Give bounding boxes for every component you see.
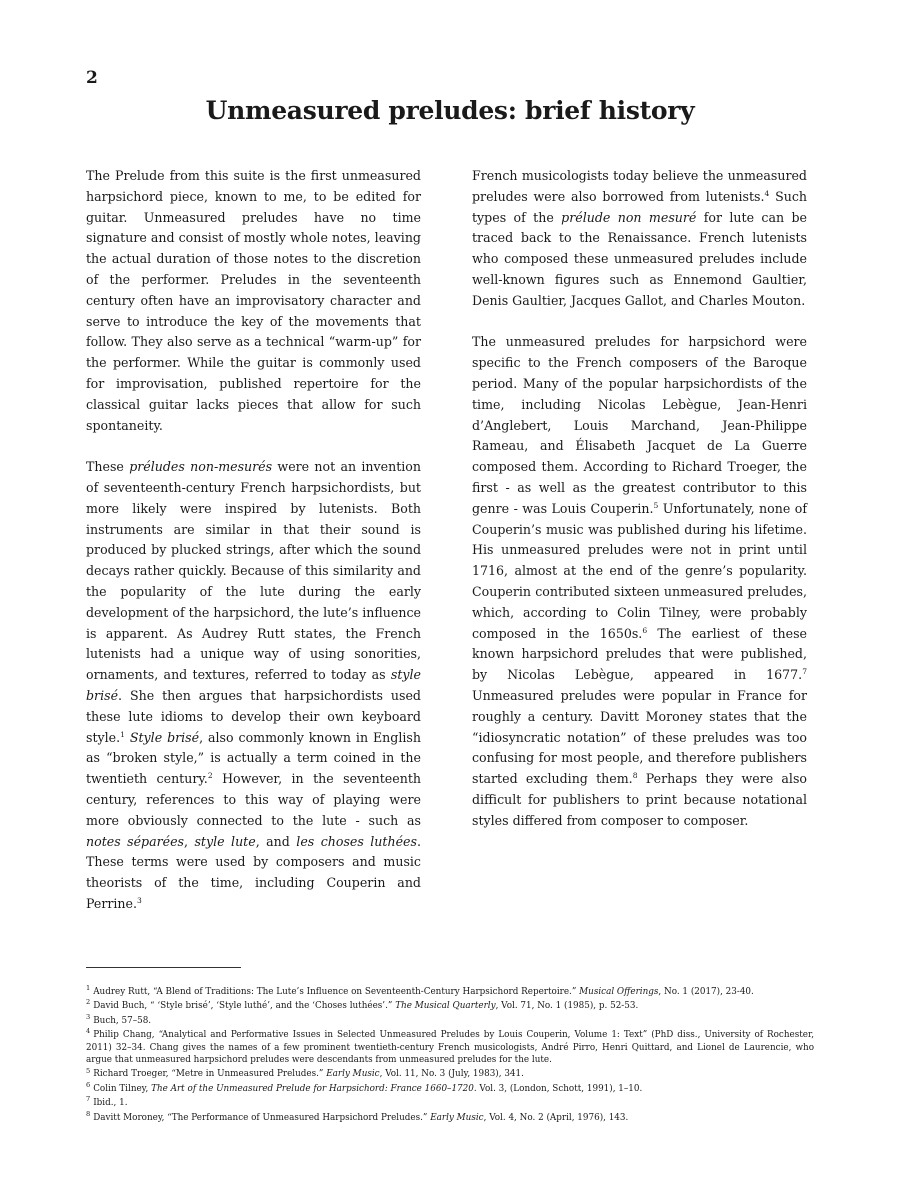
footnote-text: Richard Troeger, “Metre in Unmeasured Preludes.”: [93, 1069, 327, 1080]
footnote-italic: The Art of the Unmeasured Prelude for Harpsichord: France 1660–1720: [151, 1083, 474, 1094]
right-paragraph-1: [472, 166, 807, 312]
footnote-ref[interactable]: 6: [642, 625, 648, 635]
italic-term: notes séparées: [86, 833, 184, 849]
text-run: Perhaps they were also difficult for publishers to print because notational styles differed from composer to composer.: [472, 771, 807, 828]
footnote: [86, 1000, 814, 1012]
text-run: . She then argues that harpsichordists used these lute idioms to develop their own keyboard style.: [86, 687, 421, 745]
text-run: The earliest of these known harpsichord preludes that were published, by Nicolas Lebègue, appeared in 1677.: [472, 625, 807, 683]
left-paragraph-1: The Prelude from this suite is the first unmeasured harpsichord piece, known to me, to be edited for guitar. Unmeasured preludes have no time signature and consist of mostly whole notes, leaving the actual duration of those notes to the discretion of the performer. Preludes in the seventeenth century often have an improvisatory character and serve to introduce the key of the movements that follow. They also serve as a technical “warm-up” for the performer. While the guitar is commonly used for improvisation, published repertoire for the classical guitar lacks pieces that allow for such spontaneity.: [86, 168, 421, 433]
footnote-text: Davitt Moroney, “The Performance of Unmeasured Harpsichord Preludes.”: [93, 1112, 431, 1123]
footnote-ref[interactable]: 1: [120, 729, 125, 739]
text-run: These: [86, 459, 130, 475]
footnote-text: David Buch, “ ‘Style brisé’, ‘Style luthé’, and the ‘Choses luthées’.”: [93, 1001, 396, 1012]
footnote-text: Buch, 57–58.: [93, 1015, 152, 1026]
footnote-italic: The Musical Quarterly: [395, 1001, 496, 1012]
footnote-number: 6: [86, 1080, 91, 1089]
text-run: , and: [255, 833, 297, 849]
footnote-ref[interactable]: 4: [764, 188, 770, 198]
footnote-number: 2: [86, 998, 91, 1007]
footnote-text: , Vol. 71, No. 1 (1985), p. 52-53.: [495, 1001, 639, 1012]
italic-term: préludes non-mesurés: [129, 459, 273, 475]
footnote-ref[interactable]: 7: [802, 666, 807, 676]
footnote-text: , No. 1 (2017), 23-40.: [658, 987, 754, 997]
footnote-number: 5: [86, 1066, 91, 1075]
text-run: ,: [184, 833, 195, 849]
text-run: for lute can be traced back to the Renaissance. French lutenists who composed these unmeasured preludes include well-known figures such as Ennemond Gaultier, Denis Gaultier, Jacques Gallot, and Charles Mouton.: [472, 209, 807, 308]
footnote-ref[interactable]: 3: [137, 895, 142, 905]
footnote-text: Ibid., 1.: [93, 1098, 128, 1109]
footnote-italic: Early Music: [430, 1112, 484, 1123]
footnote-ref[interactable]: 8: [632, 770, 638, 780]
footnote-ref[interactable]: 5: [653, 500, 659, 510]
footnote-number: 4: [86, 1027, 91, 1036]
italic-term: style brisé: [86, 667, 421, 703]
page-number: 2: [86, 68, 98, 88]
footnotes: [86, 986, 814, 1126]
footnote-number: 3: [86, 1012, 91, 1021]
text-run: . These terms were used by composers and music theorists of the time, including Couperin and Perrine.: [86, 833, 421, 911]
footnote: [86, 1029, 814, 1066]
footnote-text: Colin Tilney,: [93, 1083, 152, 1094]
footnote-ref[interactable]: 2: [207, 770, 213, 780]
left-paragraph-2: [86, 457, 421, 915]
footnote: [86, 1068, 814, 1080]
page-title: Unmeasured preludes: brief history: [205, 96, 695, 125]
footnote-divider: [86, 967, 241, 968]
footnote-italic: Musical Offerings: [579, 987, 659, 997]
right-paragraph-2: [472, 332, 807, 831]
footnote: [86, 986, 814, 998]
footnote: [86, 1109, 814, 1124]
text-run: Such types of the: [472, 188, 807, 225]
footnote-text: Audrey Rutt, “A Blend of Traditions: The Lute’s Influence on Seventeenth-Century Harpsichord Repertoire.”: [93, 987, 580, 997]
footnote-number: 1: [86, 984, 91, 993]
text-run: were not an invention of seventeenth-century French harpsichordists, but more likely were inspired by lutenists. Both instruments are similar in that their sound is produced by plucked strings, after which the sound decays rather quickly. Because of this similarity and the popularity of the lute during the early development of the harpsichord, the lute’s influence is apparent. As Audrey Rutt states, the French lutenists had a unique way of using sonorities, ornaments, and textures, referred to today as: [86, 459, 421, 683]
footnote-text: . Vol. 3, (London, Schott, 1991), 1–10.: [473, 1083, 643, 1094]
footnote: [86, 1012, 814, 1027]
footnote-number: 8: [86, 1109, 91, 1118]
left-column: [86, 166, 421, 915]
text-run: French musicologists today believe the unmeasured preludes were also borrowed from lutenists.: [472, 168, 807, 204]
text-run: However, in the seventeenth century, references to this way of playing were more obviously connected to the lute - such as: [86, 771, 421, 828]
footnote-text: , Vol. 11, No. 3 (July, 1983), 341.: [379, 1069, 524, 1080]
italic-term: prélude non mesuré: [561, 209, 697, 225]
text-run: Unfortunately, none of Couperin’s music was published during his lifetime. His unmeasured preludes were not in print until 1716, almost at the end of the genre’s popularity. Couperin contributed sixteen unmeasured preludes, which, according to Colin Tilney, were probably composed in the 1650s.: [472, 500, 808, 641]
footnote-text: Philip Chang, “Analytical and Performative Issues in Selected Unmeasured Preludes by Louis Couperin, Volume 1: Text” (PhD diss., University of Rochester, 2011) 32–34. Chang gives the names of a few prominent twentieth-century French musicologists, André Pirro, Henri Quittard, and Lionel de Laurencie, who argue that unmeasured harpsichord preludes were descendants from unmeasured preludes for the lute.: [86, 1030, 814, 1066]
footnote: [86, 1080, 814, 1095]
text-run: The unmeasured preludes for harpsichord were specific to the French composers of the Baroque period. Many of the popular harpsichordists of the time, including Nicolas Lebègue, Jean-Henri d’Anglebert, Louis Marchand, Jean-Philippe Rameau, and Élisabeth Jacquet de La Guerre composed them. According to Richard Troeger, the first - as well as the greatest contributor to this genre - was Louis Couperin.: [472, 334, 807, 516]
footnote-italic: Early Music: [326, 1069, 380, 1080]
footnote-number: 7: [86, 1095, 91, 1104]
footnote: [86, 1097, 814, 1109]
text-run: Unmeasured preludes were popular in France for roughly a century. Davitt Moroney states that the “idiosyncratic notation” of these preludes was too confusing for most people, and therefore publishers started excluding them.: [472, 687, 807, 787]
footnote-text: , Vol. 4, No. 2 (April, 1976), 143.: [483, 1112, 629, 1123]
italic-term: les choses luthées: [296, 833, 417, 849]
text-run: , also commonly known in English as “broken style,” is actually a term coined in the twentieth century.: [86, 729, 421, 787]
right-column: [472, 166, 807, 832]
italic-term: Style brisé: [129, 729, 200, 745]
italic-term: style lute: [194, 833, 256, 849]
